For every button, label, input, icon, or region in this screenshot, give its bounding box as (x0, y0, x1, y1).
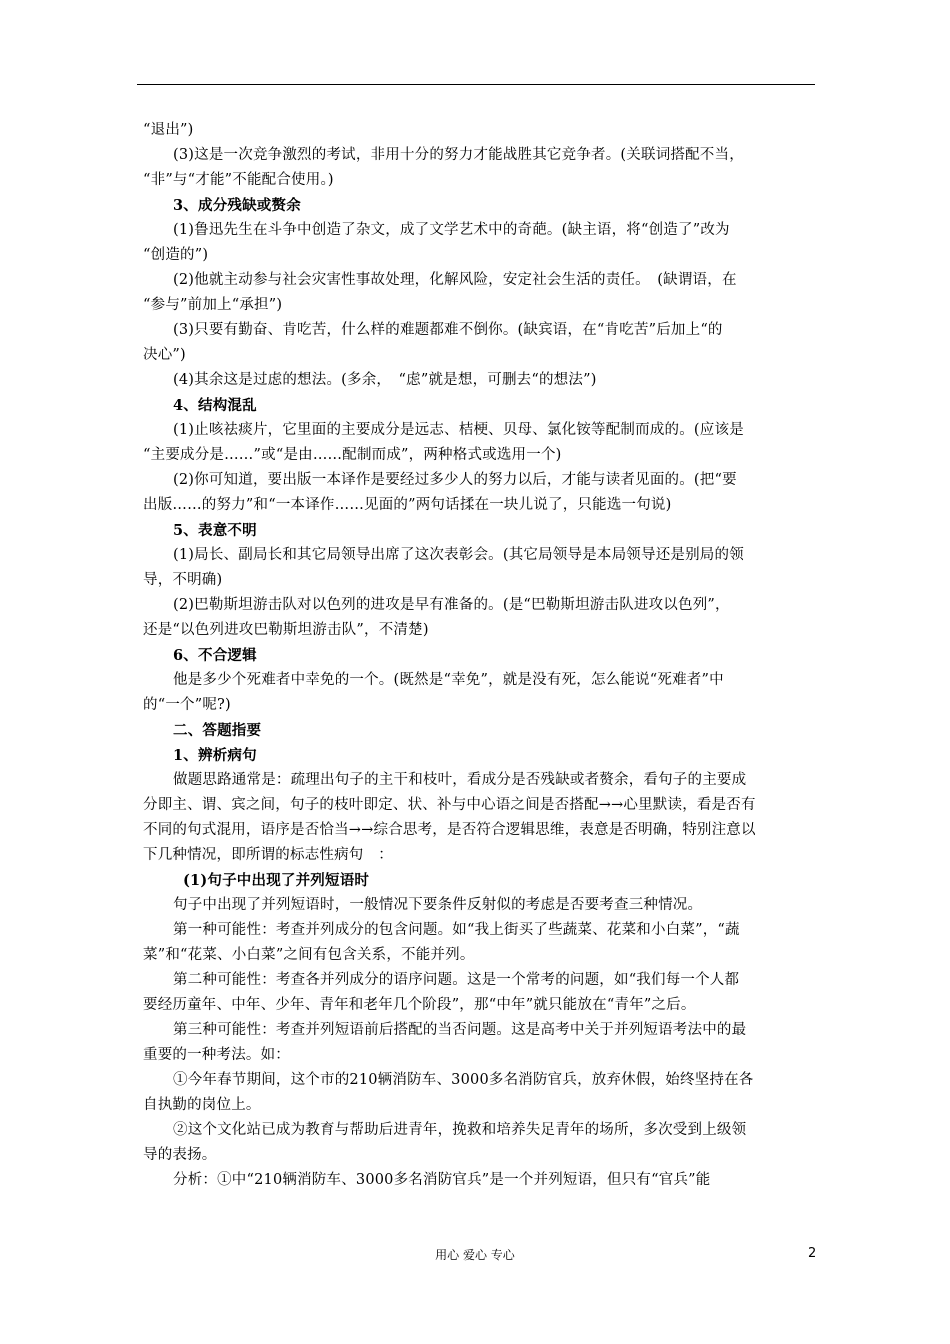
text-line: “退出”) (143, 122, 194, 138)
text-line: 菜”和“花菜、小白菜”之间有包含关系，不能并列。 (143, 947, 475, 963)
text-line: 决心”) (143, 347, 186, 363)
section-heading: 3、成分残缺或赘余 (173, 197, 301, 214)
text-line: 做题思路通常是：疏理出句子的主干和枝叶，看成分是否残缺或者赘余，看句子的主要成 (173, 772, 747, 788)
text-line: “创造的”) (143, 247, 209, 263)
text-line: 重要的一种考法。如： (143, 1047, 290, 1063)
text-line: 不同的句式混用，语序是否恰当→→综合思考，是否符合逻辑思维，表意是否明确，特别注意以 (143, 822, 756, 838)
text-line: “主要成分是……”或“是由……配制而成”，两种格式或选用一个) (143, 447, 562, 463)
footer-text: 用心 爱心 专心 (435, 1248, 515, 1262)
text-line: 要经历童年、中年、少年、青年和老年几个阶段”，那“中年”就只能放在“青年”之后。 (143, 997, 696, 1013)
section-heading: 1、辨析病句 (173, 747, 257, 764)
page-footer (0, 1246, 950, 1266)
text-line: (2)你可知道，要出版一本译作是要经过多少人的努力以后，才能与读者见面的。(把“要 (173, 472, 737, 488)
text-line: 第二种可能性：考查各并列成分的语序问题。这是一个常考的问题，如“我们每一个人都 (173, 972, 740, 988)
text-line: 分即主、谓、宾之间，句子的枝叶即定、状、补与中心语之间是否搭配→→心里默读，看是否有 (143, 797, 756, 813)
section-heading: 5、表意不明 (173, 522, 257, 539)
text-line: (1)鲁迅先生在斗争中创造了杂文，成了文学艺术中的奇葩。(缺主语，将“创造了”改为 (173, 222, 730, 238)
text-line: (4)其余这是过虑的想法。(多余， “虑”就是想，可删去“的想法”) (173, 372, 597, 388)
text-line: “参与”前加上“承担”) (143, 297, 283, 313)
text-line: 句子中出现了并列短语时，一般情况下要条件反射似的考虑是否要考查三种情况。 (173, 897, 703, 913)
text-line: ①今年春节期间，这个市的210辆消防车、3000多名消防官兵，放弃休假，始终坚持在各 (173, 1072, 754, 1088)
page-number: 2 (808, 1246, 817, 1261)
text-line: (1)局长、副局长和其它局领导出席了这次表彰会。(其它局领导是本局领导还是别局的领 (173, 547, 744, 563)
section-heading: 二、答题指要 (173, 722, 262, 739)
text-line: (2)巴勒斯坦游击队对以色列的进攻是早有准备的。(是“巴勒斯坦游击队进攻以色列”， (173, 597, 730, 613)
text-line: 出版……的努力”和“一本译作……见面的”两句话揉在一块儿说了，只能选一句说) (143, 497, 672, 513)
text-line: 导的表扬。 (143, 1147, 217, 1163)
text-line: 下几种情况，即所谓的标志性病句 ： (143, 847, 393, 863)
section-heading: 6、不合逻辑 (173, 647, 257, 664)
text-line: 第一种可能性：考查并列成分的包含问题。如“我上街买了些蔬菜、花菜和小白菜”，“蔬 (173, 922, 740, 938)
text-line: (3)这是一次竞争激烈的考试，非用十分的努力才能战胜其它竞争者。(关联词搭配不当， (173, 147, 744, 163)
document-body (143, 118, 815, 1193)
text-line: 他是多少个死难者中幸免的一个。(既然是“幸免”，就是没有死，怎么能说“死难者”中 (173, 672, 724, 688)
section-heading: (1)句子中出现了并列短语时 (183, 872, 370, 889)
text-line: 第三种可能性：考查并列短语前后搭配的当否问题。这是高考中关于并列短语考法中的最 (173, 1022, 747, 1038)
text-line: 还是“以色列进攻巴勒斯坦游击队”，不清楚) (143, 622, 429, 638)
text-line: (3)只要有勤奋、肯吃苦，什么样的难题都难不倒你。(缺宾语，在“肯吃苦”后加上“的 (173, 322, 723, 338)
text-line: “非”与“才能”不能配合使用。) (143, 172, 334, 188)
text-line: ②这个文化站已成为教育与帮助后进青年，挽救和培养失足青年的场所，多次受到上级领 (173, 1122, 747, 1138)
text-line: 分析：①中“210辆消防车、3000多名消防官兵”是一个并列短语，但只有“官兵”能 (173, 1172, 711, 1188)
text-line: 导，不明确) (143, 572, 223, 588)
text-line: 自执勤的岗位上。 (143, 1097, 261, 1113)
header-rule (137, 84, 815, 85)
section-heading: 4、结构混乱 (173, 397, 257, 414)
text-line: 的“一个”呢?) (143, 697, 231, 713)
text-line: (2)他就主动参与社会灾害性事故处理，化解风险，安定社会生活的责任。 (缺谓语，在 (173, 272, 737, 288)
text-line: (1)止咳祛痰片，它里面的主要成分是远志、桔梗、贝母、氯化铵等配制而成的。(应该是 (173, 422, 744, 438)
